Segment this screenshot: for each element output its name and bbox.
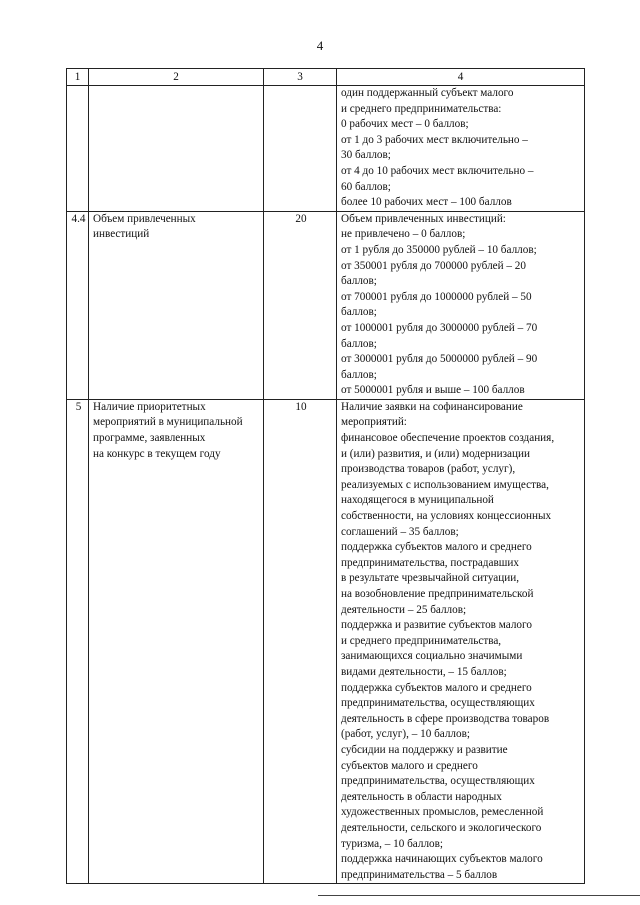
text-line: соглашений – 35 баллов; [341,525,459,538]
criteria-table [66,68,585,884]
header-col-3: 3 [264,69,337,86]
criterion-name [89,399,264,883]
text-line: предпринимательства, осуществляющих [341,775,535,788]
text-line: 60 баллов; [341,180,391,193]
text-line: деятельность в сфере производства товаров [341,712,550,725]
row-number [67,86,89,212]
table-row [67,86,585,212]
text-line: Наличие заявки на софинансирование [341,400,523,413]
text-line: мероприятий в муниципальной [93,416,243,429]
text-line: туризма, – 10 баллов; [341,837,444,850]
text-line: художественных промыслов, ремесленной [341,806,544,819]
max-points [264,86,337,212]
text-line: от 350001 рубля до 700000 рублей – 20 [341,259,526,272]
text-line: более 10 рабочих мест – 100 баллов [341,196,512,209]
table-row [67,399,585,883]
text-line: видами деятельности, – 15 баллов; [341,665,507,678]
text-line: от 4 до 10 рабочих мест включительно – [341,164,534,177]
text-line: в результате чрезвычайной ситуации, [341,572,520,585]
scoring-rules [337,211,585,399]
text-line: занимающихся социально значимыми [341,650,523,663]
text-line: на возобновление предпринимательской [341,588,534,600]
text-line: финансовое обеспечение проектов создания, [341,432,555,445]
text-line: Объем привлеченных инвестиций: [341,212,506,225]
text-line: программе, заявленных [93,432,206,445]
text-line: баллов; [341,337,377,350]
text-line: Наличие приоритетных [93,400,206,413]
text-line: мероприятий: [341,416,407,429]
text-line: баллов; [341,275,377,288]
text-line: от 5000001 рубля и выше – 100 баллов [341,384,525,397]
criterion-name [89,211,264,399]
scoring-rules [337,399,585,883]
text-line: (работ, услуг), – 10 баллов; [341,728,470,741]
text-line: от 700001 рубля до 1000000 рублей – 50 [341,290,532,303]
text-line: от 3000001 рубля до 5000000 рублей – 90 [341,353,538,366]
text-line: поддержка субъектов малого и среднего [341,541,532,554]
text-line: от 1 рубля до 350000 рублей – 10 баллов; [341,243,537,256]
text-line: деятельность в области народных [341,790,502,803]
page-number: 4 [316,38,324,53]
text-line: собственности, на условиях концессионных [341,510,552,523]
text-line: производства товаров (работ, услуг), [341,463,516,476]
text-line: предпринимательства, пострадавших [341,556,519,569]
bottom-rule [318,895,640,896]
text-line: поддержка начинающих субъектов малого [341,853,543,866]
header-col-1: 1 [67,69,89,86]
text-line: 30 баллов; [341,149,391,162]
text-line: баллов; [341,368,377,381]
text-line: и среднего предпринимательства, [341,634,502,647]
text-line: поддержка субъектов малого и среднего [341,681,532,694]
text-line: и среднего предпринимательства: [341,102,502,115]
row-number: 5 [67,399,89,883]
header-col-4: 4 [337,69,585,86]
text-line: баллов; [341,306,377,319]
text-line: деятельности, сельского и экологического [341,821,542,834]
text-line: субъектов малого и среднего [341,759,478,772]
text-line: один поддержанный субъект малого [341,87,514,99]
criterion-name [89,86,264,212]
text-line: поддержка и развитие субъектов малого [341,619,532,632]
scoring-rules [337,86,585,212]
text-line: инвестиций [93,228,150,241]
text-line: находящегося в муниципальной [341,494,494,507]
text-line: и (или) развития, и (или) модернизации [341,447,530,460]
text-line: на конкурс в текущем году [93,447,221,460]
text-line: предпринимательства, осуществляющих [341,697,535,710]
text-line: предпринимательства – 5 баллов [341,868,498,881]
max-points: 10 [264,399,337,883]
header-col-2: 2 [89,69,264,86]
text-line: не привлечено – 0 баллов; [341,228,466,241]
text-line: Объем привлеченных [93,212,196,225]
max-points: 20 [264,211,337,399]
text-line: от 1 до 3 рабочих мест включительно – [341,133,528,146]
table-row [67,211,585,399]
text-line: реализуемых с использованием имущества, [341,478,549,491]
text-line: деятельности – 25 баллов; [341,603,467,616]
text-line: от 1000001 рубля до 3000000 рублей – 70 [341,321,538,334]
row-number: 4.4 [67,211,89,399]
text-line: 0 рабочих мест – 0 баллов; [341,118,469,131]
text-line: субсидии на поддержку и развитие [341,743,508,756]
table-header-row [67,69,585,86]
